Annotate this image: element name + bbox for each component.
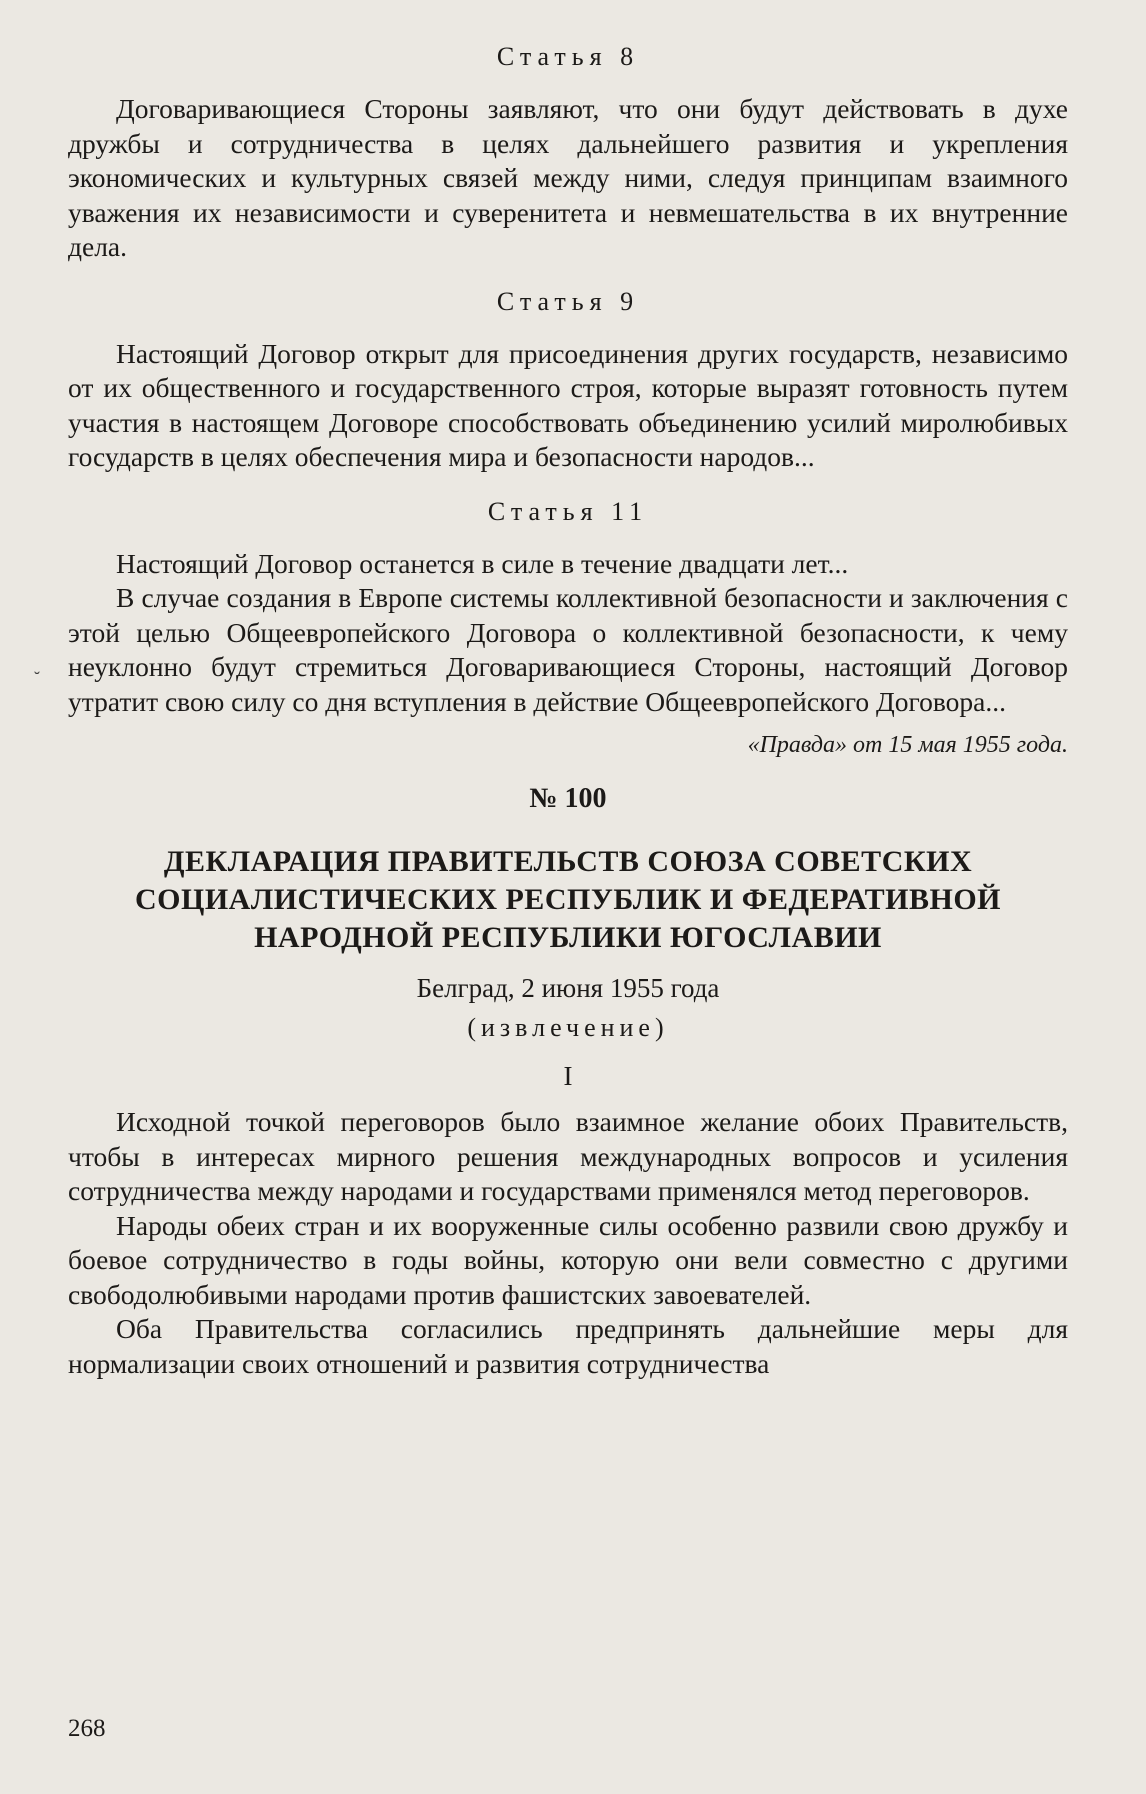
document-number: № 100 <box>529 783 607 814</box>
article-11-heading: Статья 11 <box>487 496 649 526</box>
article-9-heading: Статья 9 <box>496 286 640 316</box>
declaration-paragraph-3: Оба Правительства согласились предпринять дальнейшие меры для нормализации своих отношений и развития сотрудничества <box>68 1313 1068 1379</box>
document-place-date: Белград, 2 июня 1955 года <box>416 973 720 1003</box>
article-9-text: Настоящий Договор открыт для присоединения других государств, независимо от их общественного и государственного строя, которые выразят готовность путем участия в настоящем Договоре способствовать объединению усилий миролюбивых государств в целях обеспечения мира и безопасности народов... <box>68 337 1068 472</box>
declaration-paragraph-1: Исходной точкой переговоров было взаимное желание обоих Правительств, чтобы в интересах мирного решения международных вопросов и усиления сотрудничества между народами и государствами применялся метод переговоров. <box>68 1106 1068 1206</box>
section-numeral: I <box>563 1061 573 1091</box>
page-content <box>68 40 1068 1381</box>
article-8-heading: Статья 8 <box>496 42 640 71</box>
article-11-text-1: Настоящий Договор останется в силе в течение двадцати лет... <box>116 547 849 579</box>
document-extract-note: (извлечение) <box>467 1013 669 1042</box>
source-citation: «Правда» от 15 мая 1955 года. <box>747 732 1068 758</box>
page-number: 268 <box>68 1715 106 1742</box>
document-title: ДЕКЛАРАЦИЯ ПРАВИТЕЛЬСТВ СОЮЗА СОВЕТСКИХ СОЦИАЛИСТИЧЕСКИХ РЕСПУБЛИК И ФЕДЕРАТИВНОЙ НАРОДНОЙ РЕСПУБЛИКИ ЮГОСЛАВИИ <box>135 845 1001 954</box>
stray-print-mark: ˘ <box>34 668 40 688</box>
article-8-text: Договаривающиеся Стороны заявляют, что они будут действовать в духе дружбы и сотрудничества в целях дальнейшего развития и укрепления экономических и культурных связей между ними, следуя принципам взаимного уважения их независимости и суверенитета и невмешательства в их внутренние дела. <box>68 93 1068 262</box>
declaration-paragraph-2: Народы обеих стран и их вооруженные силы особенно развили свою дружбу и боевое сотрудничество в годы войны, которую они вели совместно с другими свободолюбивыми народами против фашистских завоевателей. <box>68 1209 1068 1310</box>
article-11-text-2: В случае создания в Европе системы коллективной безопасности и заключения с этой целью Общеевропейского Договора о коллективной безопасности, к чему неуклонно будут стремиться Договаривающиеся Стороны, настоящий Договор утратит свою силу со дня вступления в действие Общеевропейского Договора... <box>68 582 1068 717</box>
